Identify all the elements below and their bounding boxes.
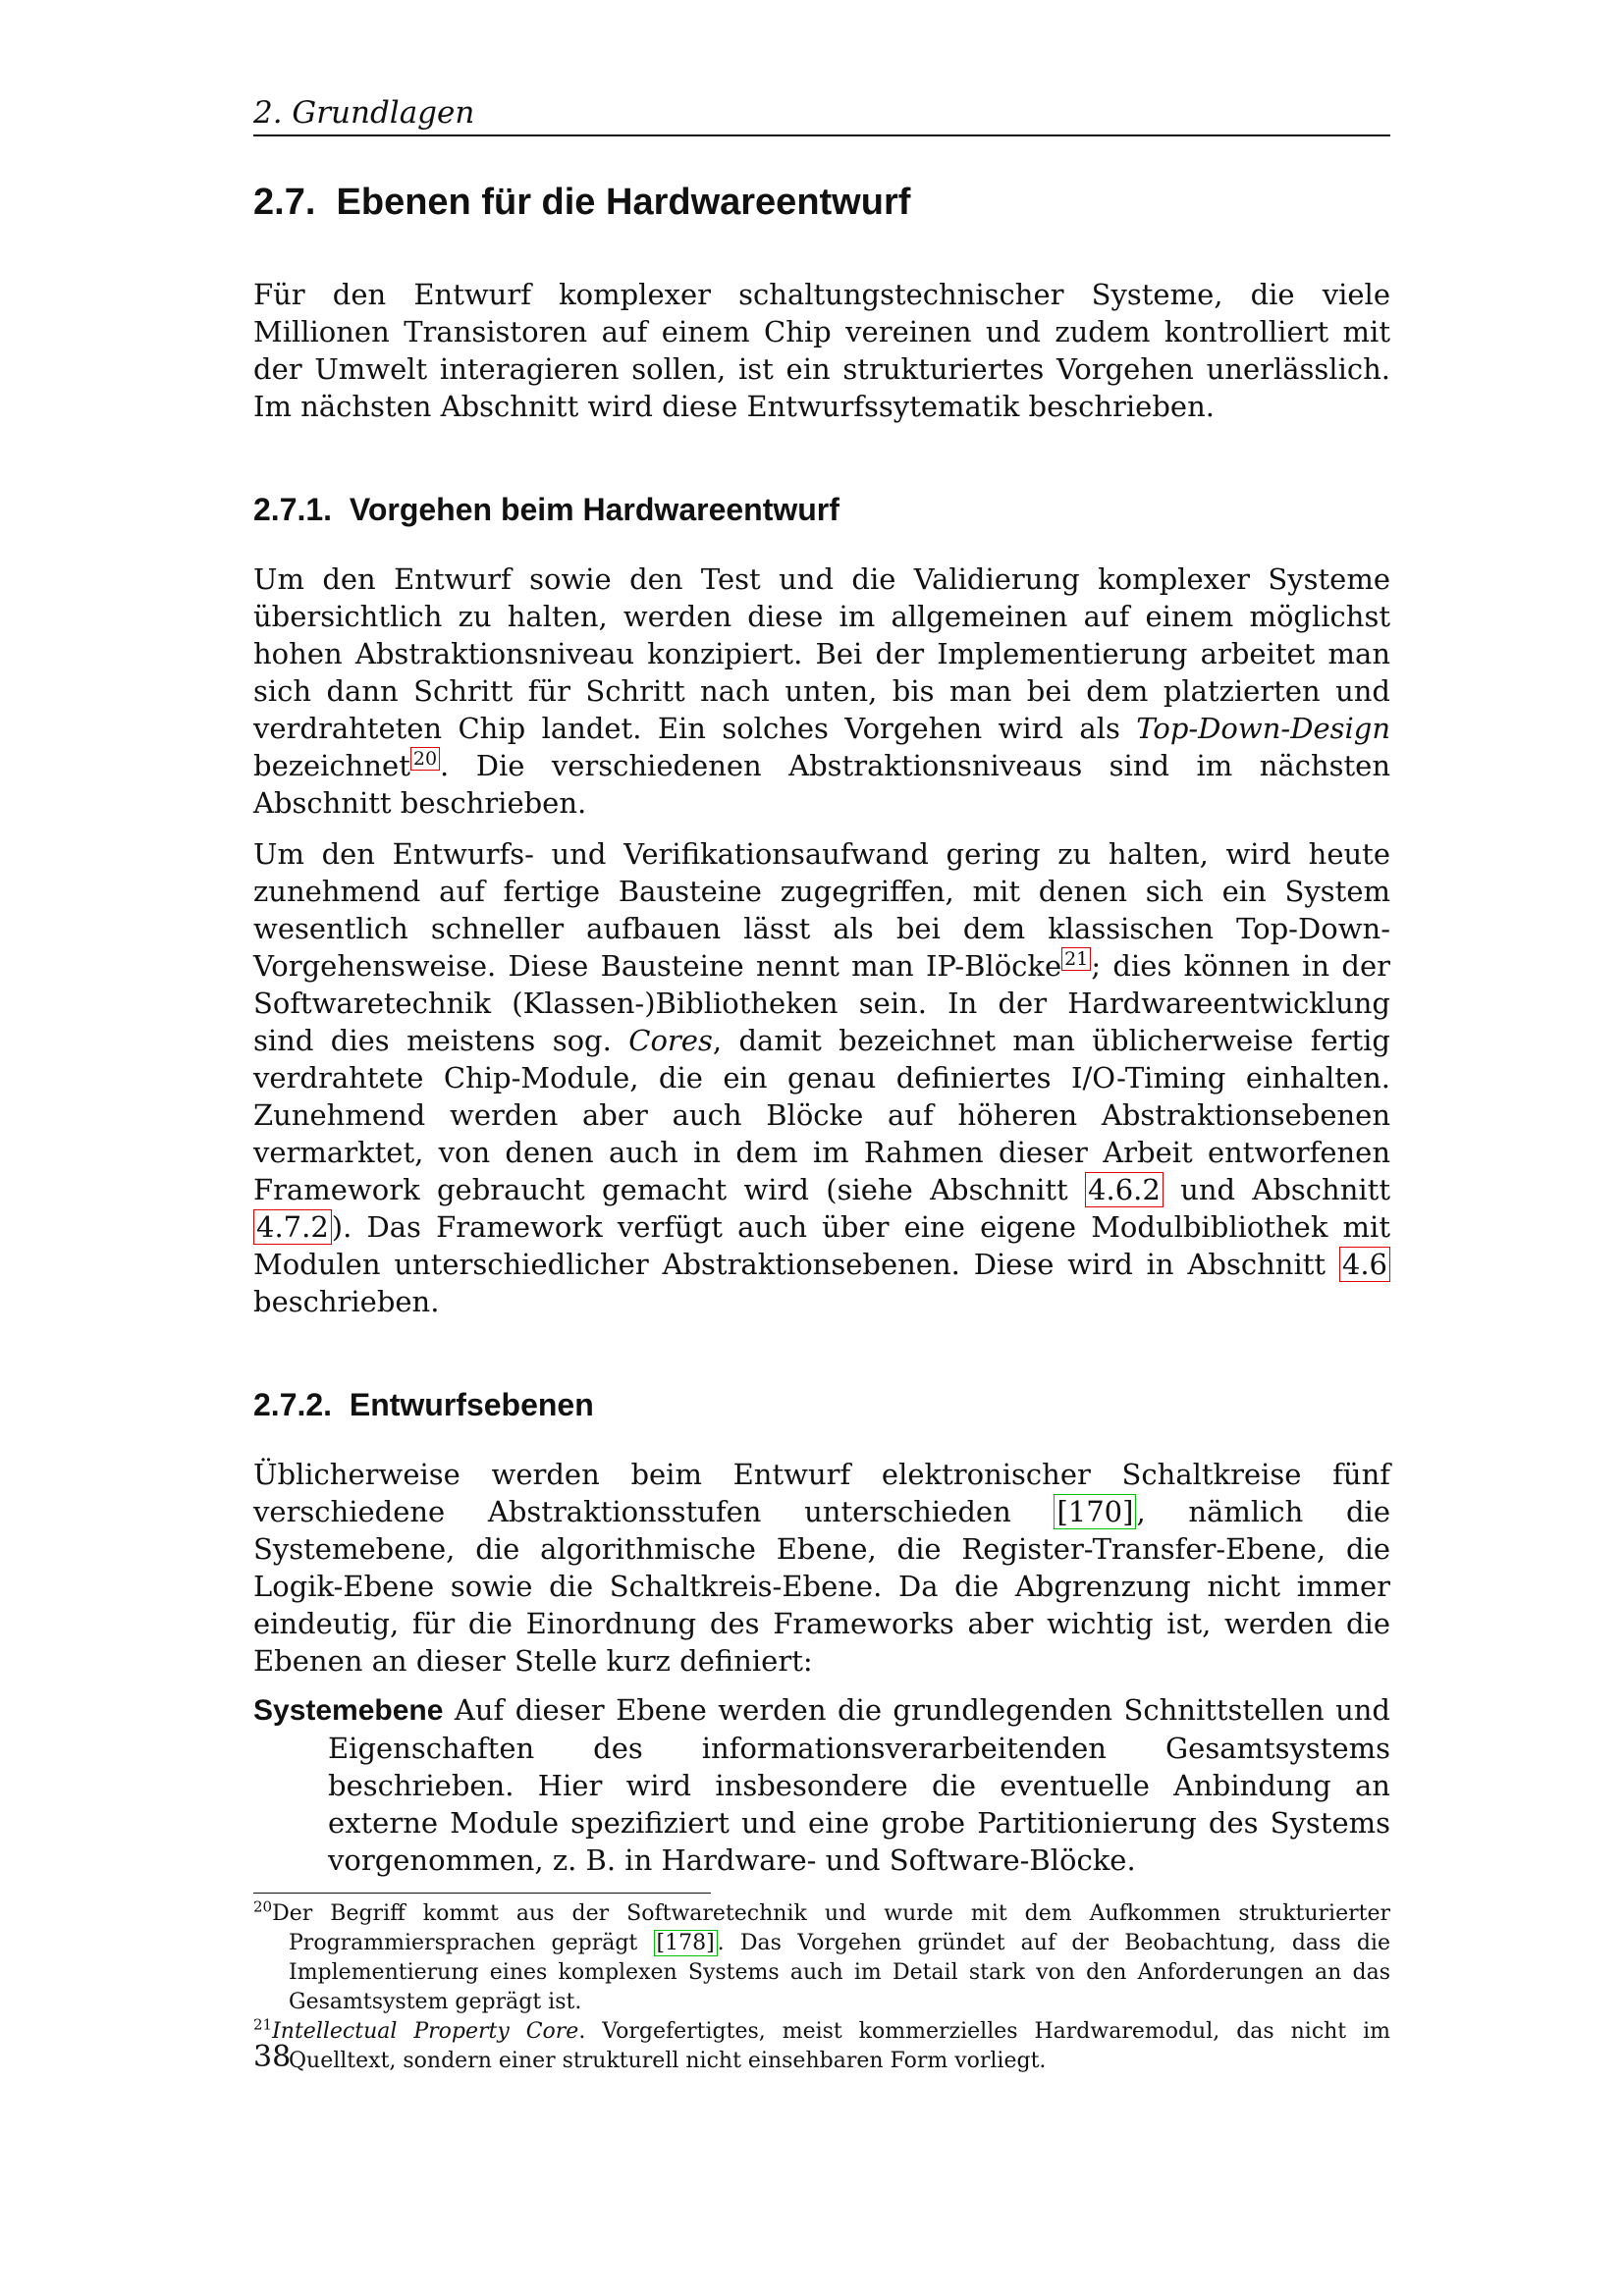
subsection-title: Entwurfsebenen: [349, 1387, 594, 1422]
subsection-heading-2: [253, 1383, 1390, 1426]
running-head: 2. Grundlagen: [253, 93, 1390, 136]
footnote-21: $^{21}$Intellectual Property Core. Vorgefertigtes, meist kommerzielles Hardwaremodul, das nicht im Quelltext, sondern einer strukturell nicht einsehbaren Form vorliegt.: [253, 2015, 1390, 2073]
page-number: 38: [253, 2040, 292, 2074]
section-link-4-6[interactable]: 4.6: [1339, 1247, 1390, 1282]
citation-link-178[interactable]: [178]: [654, 1930, 718, 1956]
footnote-rule: [253, 1893, 711, 1894]
term-intellectual-property-core: Intellectual Property Core: [272, 2019, 579, 2044]
paragraph-top-down: Um den Entwurf sowie den Test und die Validierung komplexer Systeme übersichtlich zu halten, werden diese im allgemeinen auf einem möglichst hohen Abstraktionsniveau konzipiert. Bei der Implementierung arbeitet man sich dann Schritt für Schritt nach unten, bis man bei dem platzierten und verdrahteten Chip landet. Ein solches Vorgehen wird als Top-Down-Design bezeichnet $^{20}$ . Die verschiedenen Abstraktionsniveaus sind im nächsten Abschnitt beschrieben.: [253, 562, 1390, 820]
definition-text: Auf dieser Ebene werden die grundlegenden Schnittstellen und Eigenschaften des informationsverarbeitenden Gesamtsystems beschrieben. Hier wird insbesondere die eventuelle Anbindung an externe Module spezifiziert und eine grobe Partitionierung des Systems vorgenommen, z. B. in Hardware- und Software-Blöcke.: [328, 1693, 1390, 1877]
subsection-title: Vorgehen beim Hardwareentwurf: [349, 492, 839, 527]
footnote-20: $^{20}$Der Begriff kommt aus der Softwaretechnik und wurde mit dem Aufkommen strukturierter Programmiersprachen geprägt [178] . Das Vorgehen gründet auf der Beobachtung, dass die Implementierung eines komplexen Systems auch im Detail stark von den Anforderungen an das Gesamtsystem geprägt ist.: [253, 1897, 1390, 2014]
definition-list: [253, 1691, 1390, 1879]
section-link-4-6-2[interactable]: 4.6.2: [1085, 1172, 1164, 1207]
section-heading: [253, 178, 1390, 227]
subsection-number: 2.7.2.: [253, 1387, 333, 1422]
citation-link-170[interactable]: [170]: [1054, 1494, 1136, 1529]
page-content: [253, 93, 1390, 2076]
footnote-link-20[interactable]: 20: [410, 747, 440, 771]
paragraph-ip-blocks: Um den Entwurfs- und Verifikationsaufwand gering zu halten, wird heute zunehmend auf fertige Bausteine zugegriffen, mit denen sich ein System wesentlich schneller aufbauen lässt als bei dem klassischen Top-Down-Vorgehensweise. Diese Bausteine nennt man IP-Blöcke $^{21}$ ; dies können in der Softwaretechnik (Klassen-)Bibliotheken sein. In der Hardwareentwicklung sind dies meistens sog. Cores, damit bezeichnet man üblicherweise fertig verdrahtete Chip-Module, die ein genau definiertes I/O-Timing einhalten. Zunehmend werden aber auch Blöcke auf höheren Abstraktionsebenen vermarktet, von denen auch in dem im Rahmen dieser Arbeit entworfenen Framework gebraucht gemacht wird (siehe Abschnitt 4.6.2 und Abschnitt 4.7.2 ). Das Framework verfügt auch über eine eigene Modulbibliothek mit Modulen unterschiedlicher Abstraktionsebenen. Diese wird in Abschnitt 4.6 beschrieben.: [253, 837, 1391, 1318]
footnote-link-21[interactable]: 21: [1061, 947, 1091, 971]
subsection-number: 2.7.1.: [253, 492, 333, 527]
term-cores: Cores: [628, 1024, 713, 1057]
definition-term: Systemebene: [253, 1694, 444, 1727]
section-link-4-7-2[interactable]: 4.7.2: [253, 1209, 332, 1245]
term-top-down-design: Top-Down-Design: [1136, 712, 1390, 745]
intro-paragraph: Für den Entwurf komplexer schaltungstechnischer Systeme, die viele Millionen Transistoren auf einem Chip vereinen und zudem kontrolliert mit der Umwelt interagieren sollen, ist ein strukturiertes Vorgehen unerlässlich. Im nächsten Abschnitt wird diese Entwurfssytematik beschrieben.: [253, 278, 1390, 423]
paragraph-abstraction-levels: Üblicherweise werden beim Entwurf elektronischer Schaltkreise fünf verschiedene Abstraktionsstufen unterschieden [170] , nämlich die Systemebene, die algorithmische Ebene, die Register-Transfer-Ebene, die Logik-Ebene sowie die Schaltkreis-Ebene. Da die Abgrenzung nicht immer eindeutig, für die Einordnung des Frameworks aber wichtig ist, werden die Ebenen an dieser Stelle kurz definiert:: [253, 1458, 1390, 1678]
definition-systemebene: [253, 1691, 1390, 1879]
section-title: Ebenen für die Hardwareentwurf: [336, 182, 911, 223]
section-number: 2.7.: [253, 182, 316, 223]
subsection-heading-1: [253, 488, 1390, 531]
